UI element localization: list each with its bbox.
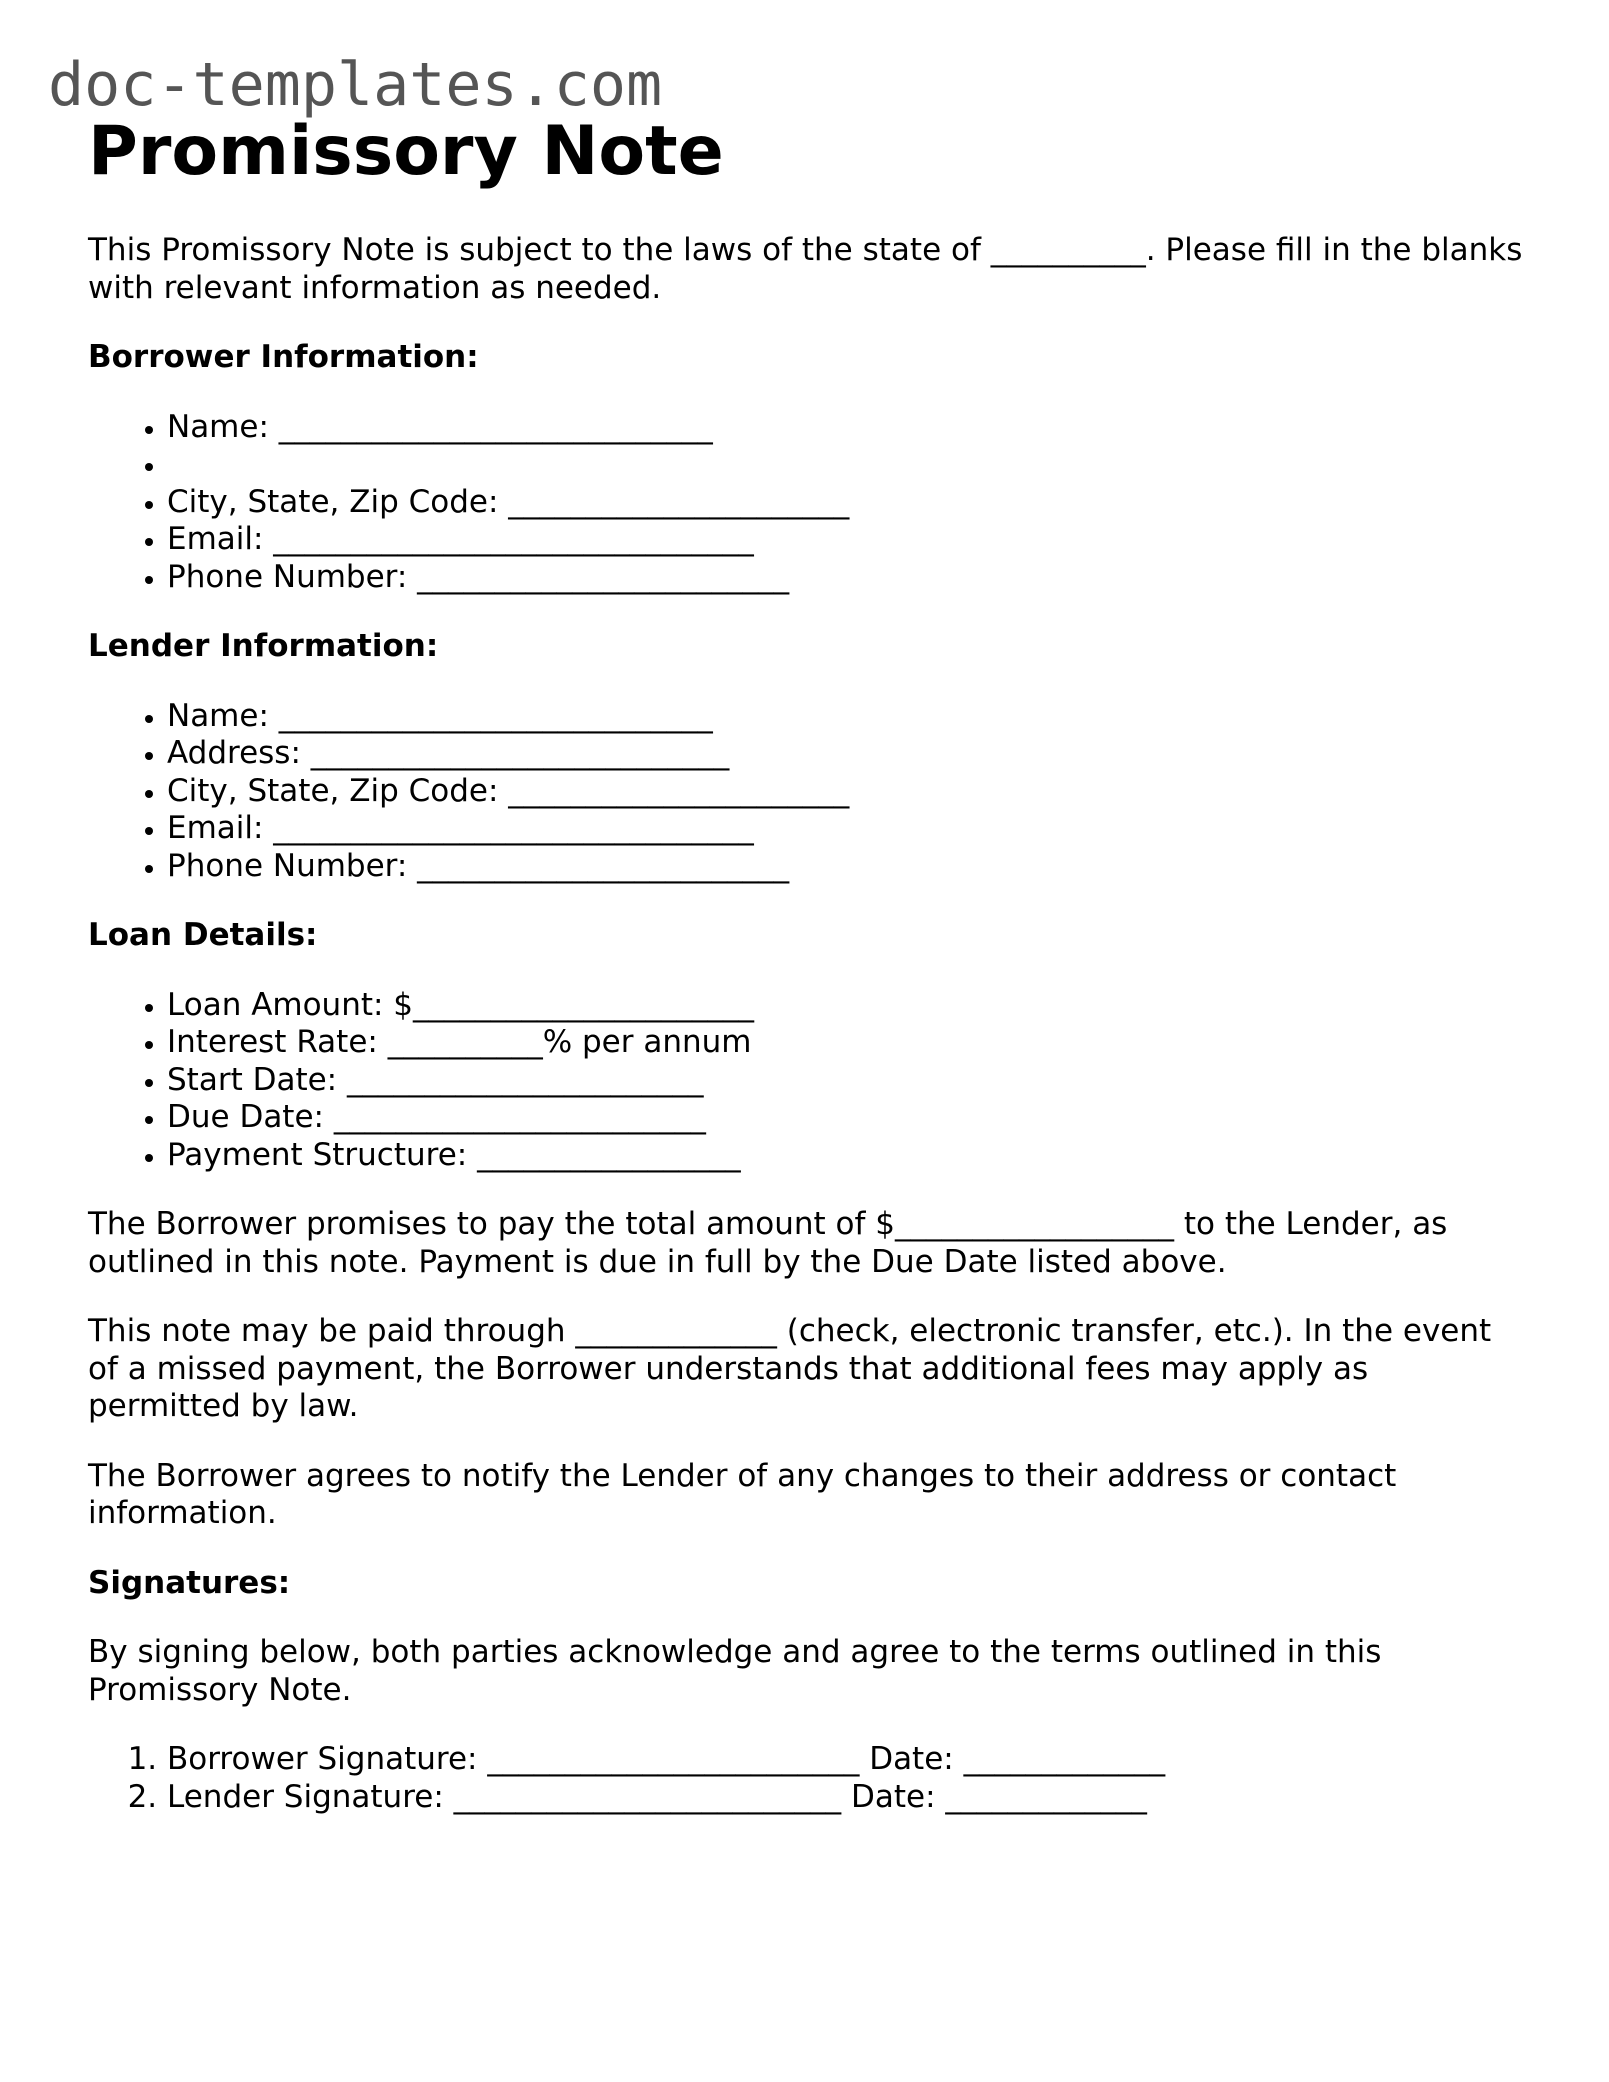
document-page — [88, 112, 1528, 1848]
borrower-email-field: • Email: _______________________________ — [167, 521, 1528, 559]
method-paragraph: This note may be paid through _____________ (check, electronic transfer, etc.). In the event of a missed payment, the Borrower understands that additional fees may apply as permitted by law. — [88, 1313, 1492, 1424]
borrower-empty-item — [167, 446, 1528, 484]
interest-rate-field: • Interest Rate: __________% per annum — [167, 1024, 1528, 1062]
signatures-intro: By signing below, both parties acknowledge and agree to the terms outlined in this Promissory Note. — [88, 1634, 1382, 1708]
intro-paragraph: This Promissory Note is subject to the laws of the state of __________. Please fill in the blanks with relevant information as needed. — [88, 232, 1523, 306]
signature-list — [88, 1741, 1528, 1816]
signatures-heading: Signatures: — [88, 1564, 291, 1601]
lender-phone-field: • Phone Number: ________________________ — [167, 848, 1528, 886]
loan-heading: Loan Details: — [88, 917, 318, 953]
payment-structure-field: • Payment Structure: _________________ — [167, 1137, 1528, 1175]
borrower-list — [88, 409, 1528, 597]
notify-paragraph: The Borrower agrees to notify the Lender of any changes to their address or contact information. — [88, 1457, 1397, 1531]
loan-list — [88, 987, 1528, 1175]
lender-heading: Lender Information: — [88, 628, 439, 664]
borrower-phone-field: • Phone Number: ________________________ — [167, 559, 1528, 597]
lender-signature-line: 2. Lender Signature: _________________________ Date: _____________ — [167, 1779, 1528, 1817]
lender-address-field: • Address: ___________________________ — [167, 735, 1528, 773]
due-date-field: • Due Date: ________________________ — [167, 1099, 1528, 1137]
borrower-city-field: • City, State, Zip Code: ______________________ — [167, 484, 1528, 522]
lender-list — [88, 698, 1528, 886]
lender-name-field: • Name: ____________________________ — [167, 698, 1528, 736]
page-title: Promissory Note — [88, 112, 724, 191]
loan-amount-field: • Loan Amount: $______________________ — [167, 987, 1528, 1025]
borrower-signature-line: 1. Borrower Signature: ________________________ Date: _____________ — [167, 1741, 1528, 1779]
start-date-field: • Start Date: _______________________ — [167, 1062, 1528, 1100]
borrower-heading: Borrower Information: — [88, 339, 479, 375]
lender-email-field: • Email: _______________________________ — [167, 810, 1528, 848]
lender-city-field: • City, State, Zip Code: ______________________ — [167, 773, 1528, 811]
site-watermark: doc-templates.com — [48, 50, 663, 120]
borrower-name-field: • Name: ____________________________ — [167, 409, 1528, 447]
payment-paragraph: The Borrower promises to pay the total amount of $__________________ to the Lender, as outlined in this note. Payment is due in full by the Due Date listed above. — [88, 1206, 1448, 1280]
